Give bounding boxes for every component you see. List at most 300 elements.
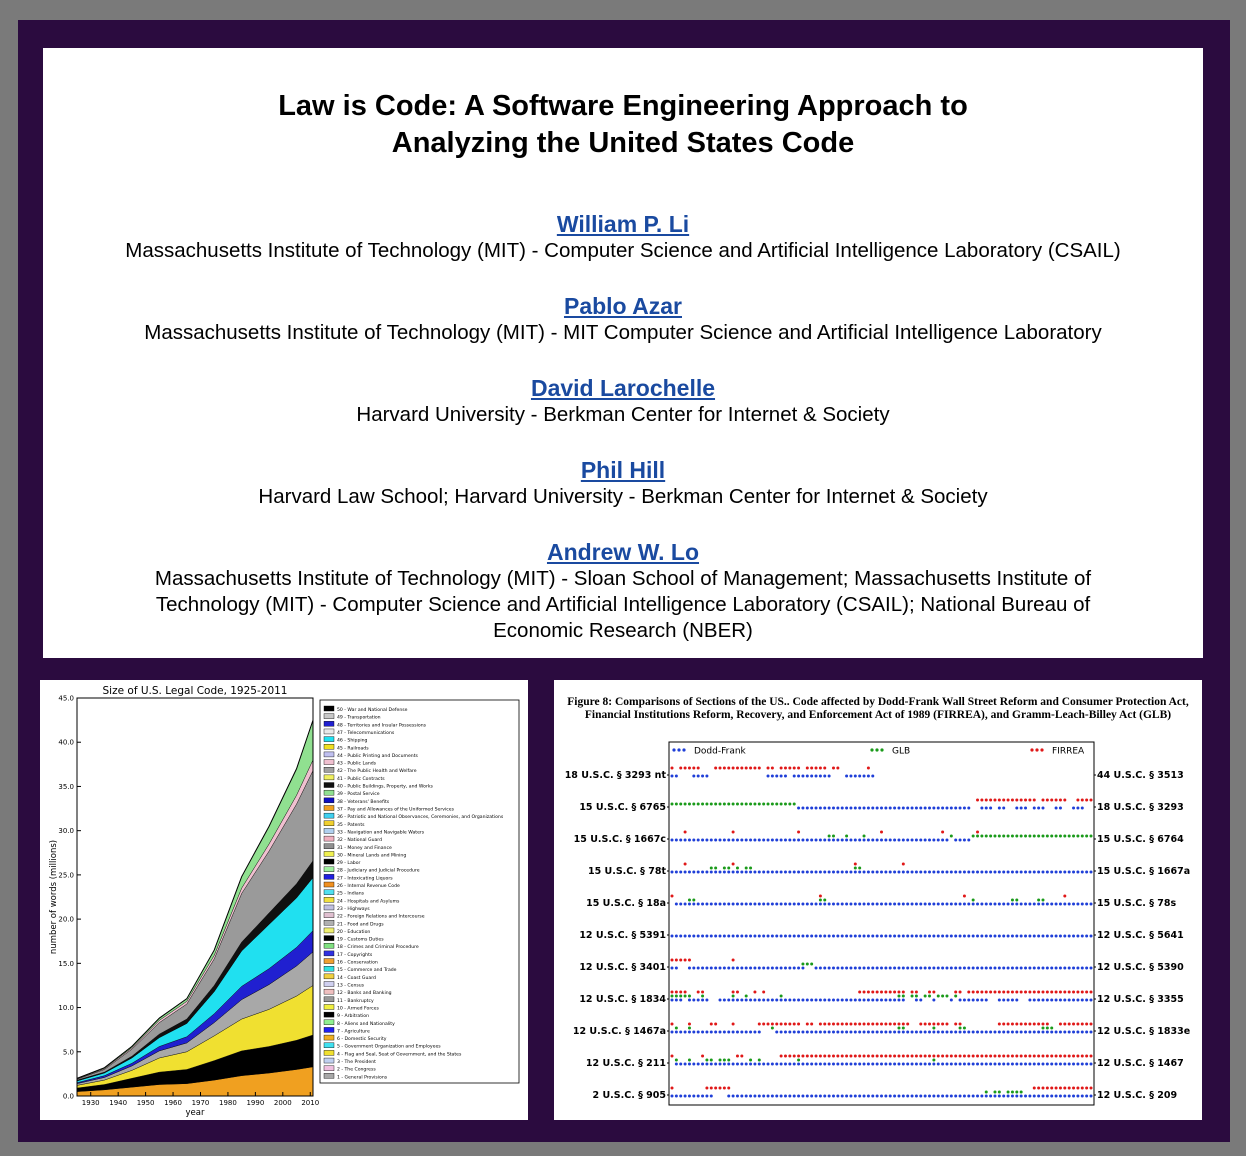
- row-label-left: 12 U.S.C. § 3401: [579, 962, 666, 973]
- row-label-right: 12 U.S.C. § 209: [1097, 1090, 1178, 1101]
- data-dot: [749, 967, 752, 970]
- data-dot: [884, 991, 887, 994]
- data-dot: [980, 1055, 983, 1058]
- data-dot: [1072, 991, 1075, 994]
- data-dot: [858, 935, 861, 938]
- data-dot: [980, 799, 983, 802]
- y-tick-label: 15.0: [58, 959, 74, 968]
- data-dot: [1028, 935, 1031, 938]
- data-dot: [906, 1055, 909, 1058]
- data-dot: [736, 767, 739, 770]
- legend-label: FIRREA: [1052, 746, 1085, 757]
- author-affiliation: Massachusetts Institute of Technology (MIT) - Sloan School of Management; Massachusetts Institute of Technology (MIT) - Computer Science and Artificial Intelligence Laboratory (CSAIL); National Bureau of Economic Research (NBER): [154, 567, 1092, 642]
- data-dot: [1076, 1063, 1079, 1066]
- data-dot: [723, 1031, 726, 1034]
- data-dot: [863, 967, 866, 970]
- data-dot: [911, 871, 914, 874]
- data-dot: [775, 967, 778, 970]
- data-dot: [801, 839, 804, 842]
- data-dot: [714, 1063, 717, 1066]
- data-dot: [998, 935, 1001, 938]
- data-dot: [745, 1063, 748, 1066]
- data-dot: [1050, 1063, 1053, 1066]
- data-dot: [1081, 835, 1084, 838]
- data-dot: [924, 935, 927, 938]
- data-dot: [1041, 999, 1044, 1002]
- data-dot: [967, 1063, 970, 1066]
- data-dot: [954, 1055, 957, 1058]
- data-dot: [915, 807, 918, 810]
- data-dot: [745, 803, 748, 806]
- data-dot: [1085, 903, 1088, 906]
- data-dot: [989, 835, 992, 838]
- data-dot: [880, 1063, 883, 1066]
- data-dot: [758, 803, 761, 806]
- data-dot: [985, 999, 988, 1002]
- data-dot: [767, 1023, 770, 1026]
- data-dot: [723, 767, 726, 770]
- legend-swatch: [324, 844, 334, 849]
- data-dot: [788, 1031, 791, 1034]
- data-dot: [1090, 999, 1093, 1002]
- data-dot: [1011, 899, 1014, 902]
- data-dot: [727, 1087, 730, 1090]
- data-dot: [932, 1095, 935, 1098]
- data-dot: [1007, 1063, 1010, 1066]
- data-dot: [889, 1031, 892, 1034]
- data-dot: [753, 1063, 756, 1066]
- data-dot: [876, 1063, 879, 1066]
- data-dot: [1055, 1055, 1058, 1058]
- data-dot: [1020, 1091, 1023, 1094]
- data-dot: [810, 903, 813, 906]
- data-dot: [1015, 1031, 1018, 1034]
- data-dot: [1090, 1023, 1093, 1026]
- data-dot: [945, 1023, 948, 1026]
- data-dot: [967, 967, 970, 970]
- data-dot: [732, 959, 735, 962]
- data-dot: [889, 999, 892, 1002]
- data-dot: [745, 995, 748, 998]
- data-dot: [867, 903, 870, 906]
- data-dot: [849, 967, 852, 970]
- data-dot: [762, 839, 765, 842]
- data-dot: [945, 871, 948, 874]
- data-dot: [867, 967, 870, 970]
- data-dot: [893, 871, 896, 874]
- data-dot: [732, 1023, 735, 1026]
- data-dot: [950, 967, 953, 970]
- legend-label: 17 - Copyrights: [337, 952, 373, 958]
- data-dot: [1059, 1087, 1062, 1090]
- data-dot: [758, 967, 761, 970]
- data-dot: [1081, 1087, 1084, 1090]
- data-dot: [880, 1031, 883, 1034]
- data-dot: [972, 903, 975, 906]
- legend-swatch: [324, 775, 334, 780]
- data-dot: [932, 1027, 935, 1030]
- data-dot: [1007, 835, 1010, 838]
- data-dot: [976, 935, 979, 938]
- data-dot: [893, 903, 896, 906]
- data-dot: [784, 839, 787, 842]
- data-dot: [705, 775, 708, 778]
- data-dot: [727, 767, 730, 770]
- data-dot: [884, 1031, 887, 1034]
- data-dot: [815, 967, 818, 970]
- data-dot: [823, 1055, 826, 1058]
- paper-title: Law is Code: A Software Engineering Approach to Analyzing the United States Code: [278, 90, 968, 159]
- data-dot: [1033, 935, 1036, 938]
- data-dot: [771, 1023, 774, 1026]
- data-dot: [692, 775, 695, 778]
- legend-label: 21 - Food and Drugs: [337, 922, 384, 928]
- legend-marker: [1030, 748, 1033, 751]
- data-dot: [902, 1027, 905, 1030]
- legend-label: 11 - Bankruptcy: [337, 998, 374, 1004]
- data-dot: [967, 1095, 970, 1098]
- data-dot: [893, 935, 896, 938]
- data-dot: [836, 839, 839, 842]
- data-dot: [976, 991, 979, 994]
- data-dot: [941, 1023, 944, 1026]
- data-dot: [1081, 935, 1084, 938]
- legend-label: 48 - Territories and Insular Possessions: [337, 723, 427, 729]
- data-dot: [736, 1095, 739, 1098]
- data-dot: [915, 839, 918, 842]
- data-dot: [871, 967, 874, 970]
- data-dot: [788, 767, 791, 770]
- data-dot: [780, 903, 783, 906]
- data-dot: [1072, 999, 1075, 1002]
- data-dot: [753, 999, 756, 1002]
- data-dot: [823, 775, 826, 778]
- data-dot: [993, 835, 996, 838]
- data-dot: [745, 935, 748, 938]
- legend-swatch: [324, 836, 334, 841]
- data-dot: [863, 807, 866, 810]
- data-dot: [937, 935, 940, 938]
- data-dot: [784, 1063, 787, 1066]
- data-dot: [954, 807, 957, 810]
- data-dot: [671, 895, 674, 898]
- data-dot: [806, 1095, 809, 1098]
- data-dot: [749, 1031, 752, 1034]
- data-dot: [928, 967, 931, 970]
- dot-plot-svg: [554, 680, 1202, 1120]
- data-dot: [954, 1063, 957, 1066]
- data-dot: [841, 935, 844, 938]
- data-dot: [993, 903, 996, 906]
- data-dot: [972, 991, 975, 994]
- data-dot: [959, 999, 962, 1002]
- author-link-pablo-azar[interactable]: Pablo Azar: [563, 293, 682, 319]
- legend-swatch: [324, 1035, 334, 1040]
- data-dot: [902, 967, 905, 970]
- data-dot: [1055, 1063, 1058, 1066]
- data-dot: [1015, 1023, 1018, 1026]
- data-dot: [810, 999, 813, 1002]
- legend-label: GLB: [892, 746, 911, 757]
- author-link-william-li[interactable]: William P. Li: [556, 211, 690, 237]
- data-dot: [810, 775, 813, 778]
- legend-label: 25 - Indians: [337, 891, 365, 897]
- data-dot: [985, 1055, 988, 1058]
- data-dot: [1059, 871, 1062, 874]
- data-dot: [1063, 967, 1066, 970]
- data-dot: [863, 839, 866, 842]
- data-dot: [985, 967, 988, 970]
- data-dot: [762, 1095, 765, 1098]
- data-dot: [1076, 1087, 1079, 1090]
- data-dot: [701, 871, 704, 874]
- data-dot: [1011, 1095, 1014, 1098]
- data-dot: [989, 903, 992, 906]
- data-dot: [1024, 807, 1027, 810]
- data-dot: [1050, 871, 1053, 874]
- data-dot: [823, 1063, 826, 1066]
- data-dot: [1007, 1031, 1010, 1034]
- data-dot: [701, 967, 704, 970]
- legend-label: 42 - The Public Health and Welfare: [337, 769, 417, 775]
- data-dot: [906, 839, 909, 842]
- data-dot: [788, 999, 791, 1002]
- data-dot: [880, 935, 883, 938]
- data-dot: [902, 871, 905, 874]
- data-dot: [762, 803, 765, 806]
- data-dot: [963, 871, 966, 874]
- legend-swatch: [324, 936, 334, 941]
- data-dot: [671, 1095, 674, 1098]
- data-dot: [976, 1031, 979, 1034]
- data-dot: [836, 999, 839, 1002]
- data-dot: [684, 995, 687, 998]
- author-link-phil-hill[interactable]: Phil Hill: [580, 457, 666, 483]
- data-dot: [1055, 1031, 1058, 1034]
- data-dot: [954, 871, 957, 874]
- data-dot: [815, 807, 818, 810]
- data-dot: [867, 1095, 870, 1098]
- data-dot: [998, 871, 1001, 874]
- legend-label: 47 - Telecommunications: [337, 730, 395, 736]
- data-dot: [1028, 991, 1031, 994]
- data-dot: [937, 871, 940, 874]
- data-dot: [902, 995, 905, 998]
- data-dot: [793, 903, 796, 906]
- data-dot: [801, 871, 804, 874]
- data-dot: [858, 967, 861, 970]
- row-label-left: 12 U.S.C. § 1467a: [572, 1026, 666, 1037]
- data-dot: [767, 935, 770, 938]
- x-tick-label: 2000: [273, 1099, 292, 1107]
- row-label-left: 12 U.S.C. § 211: [585, 1058, 666, 1069]
- data-dot: [849, 1055, 852, 1058]
- data-dot: [719, 871, 722, 874]
- data-dot: [806, 1055, 809, 1058]
- data-dot: [1063, 991, 1066, 994]
- data-dot: [767, 903, 770, 906]
- data-dot: [858, 867, 861, 870]
- data-dot: [941, 1031, 944, 1034]
- data-dot: [928, 1095, 931, 1098]
- data-dot: [915, 967, 918, 970]
- data-dot: [692, 767, 695, 770]
- data-dot: [976, 835, 979, 838]
- data-dot: [1068, 1023, 1071, 1026]
- legend-swatch: [324, 752, 334, 757]
- data-dot: [924, 1031, 927, 1034]
- legend-label: 14 - Coast Guard: [337, 975, 376, 981]
- data-dot: [1011, 1031, 1014, 1034]
- data-dot: [884, 871, 887, 874]
- legend-label: 41 - Public Contracts: [337, 776, 385, 782]
- data-dot: [924, 839, 927, 842]
- data-dot: [945, 1031, 948, 1034]
- data-dot: [1033, 1063, 1036, 1066]
- data-dot: [705, 1063, 708, 1066]
- data-dot: [950, 999, 953, 1002]
- data-dot: [1007, 991, 1010, 994]
- data-dot: [993, 1055, 996, 1058]
- data-dot: [832, 1031, 835, 1034]
- data-dot: [902, 935, 905, 938]
- data-dot: [845, 775, 848, 778]
- data-dot: [932, 935, 935, 938]
- data-dot: [902, 1031, 905, 1034]
- data-dot: [671, 871, 674, 874]
- data-dot: [801, 967, 804, 970]
- data-dot: [1090, 1087, 1093, 1090]
- data-dot: [972, 835, 975, 838]
- data-dot: [819, 1031, 822, 1034]
- data-dot: [1072, 1031, 1075, 1034]
- author-link-david-larochelle[interactable]: David Larochelle: [530, 375, 716, 401]
- data-dot: [1024, 1063, 1027, 1066]
- data-dot: [884, 807, 887, 810]
- data-dot: [1037, 1087, 1040, 1090]
- data-dot: [1081, 967, 1084, 970]
- data-dot: [1020, 935, 1023, 938]
- data-dot: [688, 899, 691, 902]
- data-dot: [762, 1023, 765, 1026]
- data-dot: [723, 803, 726, 806]
- data-dot: [845, 967, 848, 970]
- data-dot: [1063, 935, 1066, 938]
- data-dot: [854, 999, 857, 1002]
- data-dot: [749, 935, 752, 938]
- data-dot: [1046, 799, 1049, 802]
- data-dot: [1072, 1055, 1075, 1058]
- data-dot: [688, 1031, 691, 1034]
- legend-marker: [1035, 748, 1038, 751]
- data-dot: [758, 1063, 761, 1066]
- data-dot: [767, 803, 770, 806]
- data-dot: [1046, 835, 1049, 838]
- data-dot: [1011, 1023, 1014, 1026]
- data-dot: [1055, 871, 1058, 874]
- data-dot: [963, 999, 966, 1002]
- data-dot: [867, 1031, 870, 1034]
- y-tick-label: 0.0: [62, 1092, 74, 1101]
- data-dot: [967, 991, 970, 994]
- author-link-andrew-lo[interactable]: Andrew W. Lo: [546, 539, 700, 565]
- data-dot: [1076, 1055, 1079, 1058]
- legend-label: 32 - National Guard: [337, 838, 383, 844]
- data-dot: [893, 807, 896, 810]
- data-dot: [1041, 1095, 1044, 1098]
- data-dot: [871, 1063, 874, 1066]
- data-dot: [723, 839, 726, 842]
- data-dot: [849, 807, 852, 810]
- data-dot: [745, 867, 748, 870]
- data-dot: [893, 1095, 896, 1098]
- data-dot: [675, 999, 678, 1002]
- data-dot: [959, 1027, 962, 1030]
- legend-label: 35 - Patents: [337, 822, 365, 828]
- x-tick-label: 1950: [136, 1099, 155, 1107]
- y-tick-label: 20.0: [58, 915, 74, 924]
- data-dot: [727, 803, 730, 806]
- data-dot: [893, 991, 896, 994]
- data-dot: [736, 935, 739, 938]
- data-dot: [828, 1023, 831, 1026]
- data-dot: [732, 903, 735, 906]
- data-dot: [884, 1023, 887, 1026]
- data-dot: [758, 1023, 761, 1026]
- data-dot: [806, 871, 809, 874]
- data-dot: [863, 775, 866, 778]
- data-dot: [845, 1095, 848, 1098]
- data-dot: [732, 871, 735, 874]
- data-dot: [863, 991, 866, 994]
- x-tick-label: 1980: [219, 1099, 237, 1107]
- data-dot: [1041, 807, 1044, 810]
- data-dot: [945, 1055, 948, 1058]
- data-dot: [937, 1023, 940, 1026]
- data-dot: [1081, 991, 1084, 994]
- data-dot: [836, 967, 839, 970]
- data-dot: [705, 1095, 708, 1098]
- row-label-left: 18 U.S.C. § 3293 nt: [564, 770, 666, 781]
- data-dot: [732, 999, 735, 1002]
- data-dot: [679, 935, 682, 938]
- data-dot: [819, 1095, 822, 1098]
- data-dot: [710, 839, 713, 842]
- data-dot: [745, 767, 748, 770]
- data-dot: [1007, 967, 1010, 970]
- data-dot: [937, 967, 940, 970]
- data-dot: [963, 807, 966, 810]
- data-dot: [819, 1023, 822, 1026]
- data-dot: [1002, 991, 1005, 994]
- data-dot: [784, 871, 787, 874]
- data-dot: [1028, 835, 1031, 838]
- data-dot: [950, 835, 953, 838]
- legend-swatch: [324, 890, 334, 895]
- data-dot: [684, 1063, 687, 1066]
- legend-label: 20 - Education: [337, 929, 371, 935]
- data-dot: [928, 991, 931, 994]
- data-dot: [893, 1023, 896, 1026]
- data-dot: [893, 1063, 896, 1066]
- data-dot: [771, 1095, 774, 1098]
- data-dot: [854, 1063, 857, 1066]
- data-dot: [1011, 1063, 1014, 1066]
- legend-label: Dodd-Frank: [694, 746, 746, 757]
- data-dot: [1085, 967, 1088, 970]
- data-dot: [871, 775, 874, 778]
- data-dot: [697, 767, 700, 770]
